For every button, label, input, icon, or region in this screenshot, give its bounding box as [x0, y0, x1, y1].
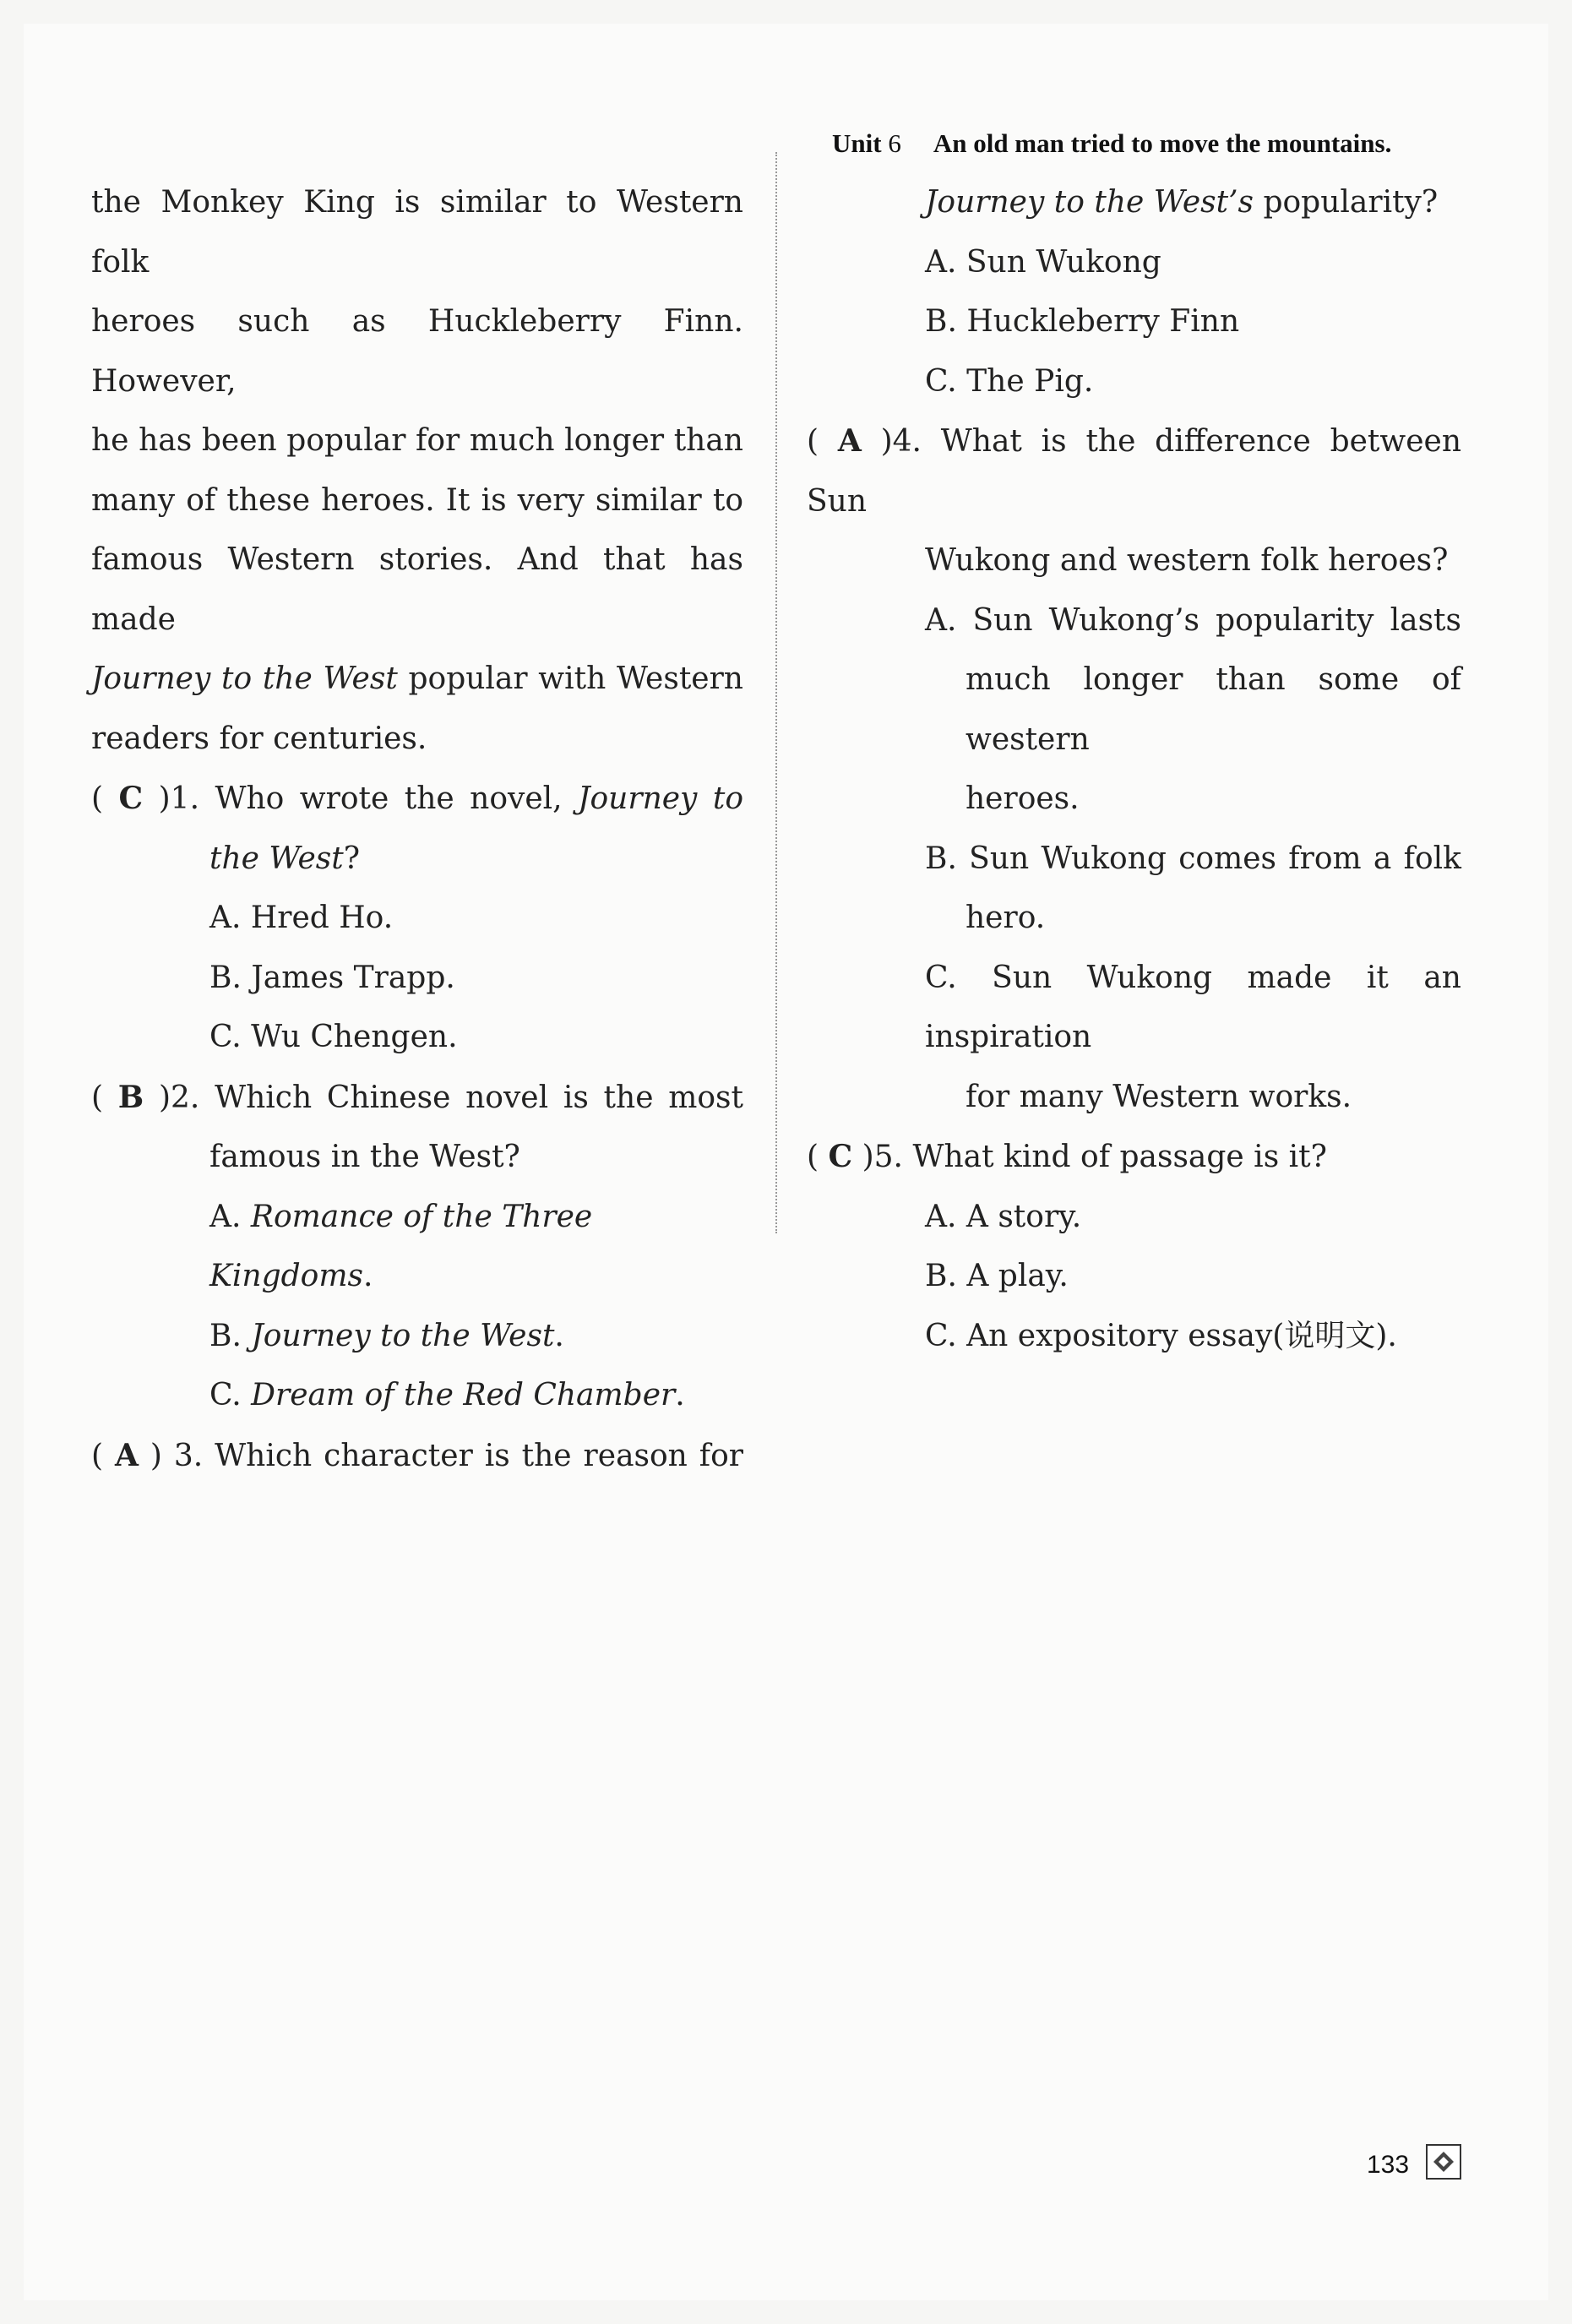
- option-prefix: A.: [209, 1199, 251, 1234]
- question-number: )1.: [158, 781, 200, 816]
- option-prefix: C.: [209, 1378, 252, 1412]
- question-5: ( C )5. What kind of passage is it?: [807, 1139, 1327, 1174]
- option: A. A story.: [925, 1199, 1082, 1234]
- option: A. Sun Wukong’s popularity lasts: [925, 602, 1461, 638]
- option-cont: much longer than some of western: [966, 662, 1461, 757]
- unit-number: 6: [888, 128, 901, 158]
- option-suffix: .: [362, 1259, 373, 1293]
- novel-title: Journey to the West: [251, 1318, 555, 1353]
- option: C. An expository essay(说明文).: [925, 1318, 1397, 1353]
- question-text: Which character is the reason for: [203, 1438, 744, 1473]
- option-cont: for many Western works.: [966, 1079, 1352, 1114]
- right-column: [807, 173, 1461, 1366]
- option: [91, 1188, 743, 1307]
- paragraph-line: the Monkey King is similar to Western folk: [91, 185, 743, 280]
- option: A. Sun Wukong: [925, 244, 1161, 280]
- answer-5: C: [828, 1139, 853, 1174]
- question-4: ( A )4. What is the difference between Sun: [807, 423, 1462, 519]
- question-text: Which Chinese novel is the most: [199, 1080, 743, 1115]
- option: B. A play.: [925, 1259, 1069, 1293]
- diamond-icon: [1426, 2144, 1461, 2180]
- paragraph-line: [91, 650, 743, 710]
- answer-3: A: [115, 1437, 139, 1473]
- question-1-cont: [91, 830, 743, 890]
- option: C. Sun Wukong made it an inspiration: [925, 960, 1461, 1054]
- answer-4: A: [837, 423, 862, 459]
- paragraph-line: famous Western stories. And that has made: [91, 542, 743, 637]
- unit-label: Unit 6: [832, 128, 901, 158]
- option: C. Wu Chengen.: [209, 1020, 458, 1054]
- question-3: ( A ) 3. Which character is the reason for: [91, 1437, 744, 1473]
- paragraph-text: popular with Western: [397, 661, 743, 696]
- question-1: ( C )1. Who wrote the novel, Journey to: [91, 781, 743, 816]
- question-text: popularity?: [1254, 185, 1439, 220]
- answer-1: C: [118, 781, 144, 816]
- question-2-cont: famous in the West?: [209, 1140, 520, 1174]
- question-3-cont: [807, 173, 1461, 233]
- question-4-cont: Wukong and western folk heroes?: [925, 543, 1449, 578]
- option-cont: hero.: [966, 901, 1046, 935]
- question-text: What kind of passage is it?: [903, 1140, 1327, 1174]
- option: B. James Trapp.: [209, 960, 455, 995]
- unit-header: [832, 128, 1457, 159]
- novel-title: Journey to the West: [91, 661, 398, 696]
- novel-title: Dream of the Red Chamber: [251, 1378, 676, 1412]
- question-number: )2.: [158, 1080, 200, 1115]
- option: [91, 1307, 743, 1367]
- option: B. Sun Wukong comes from a folk: [925, 841, 1461, 876]
- question-number: )4.: [880, 424, 922, 459]
- paragraph-line: he has been popular for much longer than: [91, 423, 743, 458]
- option: C. The Pig.: [925, 363, 1094, 399]
- novel-title: Journey to the West’s: [925, 185, 1254, 220]
- option: B. Huckleberry Finn: [925, 304, 1240, 339]
- option: [91, 1366, 743, 1426]
- paragraph-line: readers for centuries.: [91, 721, 427, 756]
- question-number: ) 3.: [150, 1438, 204, 1473]
- paragraph-line: heroes such as Huckleberry Finn. However,: [91, 304, 743, 399]
- left-column: [91, 173, 743, 1486]
- answer-2: B: [117, 1079, 144, 1115]
- option-cont: heroes.: [966, 781, 1080, 816]
- novel-title: the West: [209, 841, 344, 876]
- option-suffix: .: [675, 1378, 685, 1412]
- option-suffix: .: [554, 1318, 564, 1353]
- question-text: What is the difference between Sun: [807, 424, 1462, 519]
- novel-title: Romance of the Three Kingdoms: [209, 1199, 593, 1293]
- option: A. Hred Ho.: [209, 901, 394, 935]
- page-number: 133: [1367, 2151, 1410, 2179]
- unit-title: An old man tried to move the mountains.: [933, 128, 1392, 158]
- paragraph-line: many of these heroes. It is very similar to: [91, 482, 743, 518]
- question-number: )5.: [862, 1140, 904, 1174]
- question-text: Who wrote the novel,: [199, 781, 579, 816]
- option-prefix: B.: [209, 1318, 252, 1353]
- question-2: ( B )2. Which Chinese novel is the most: [91, 1079, 743, 1115]
- novel-title: Journey to: [578, 781, 743, 816]
- question-text: ?: [343, 841, 361, 876]
- column-divider: [775, 152, 777, 1233]
